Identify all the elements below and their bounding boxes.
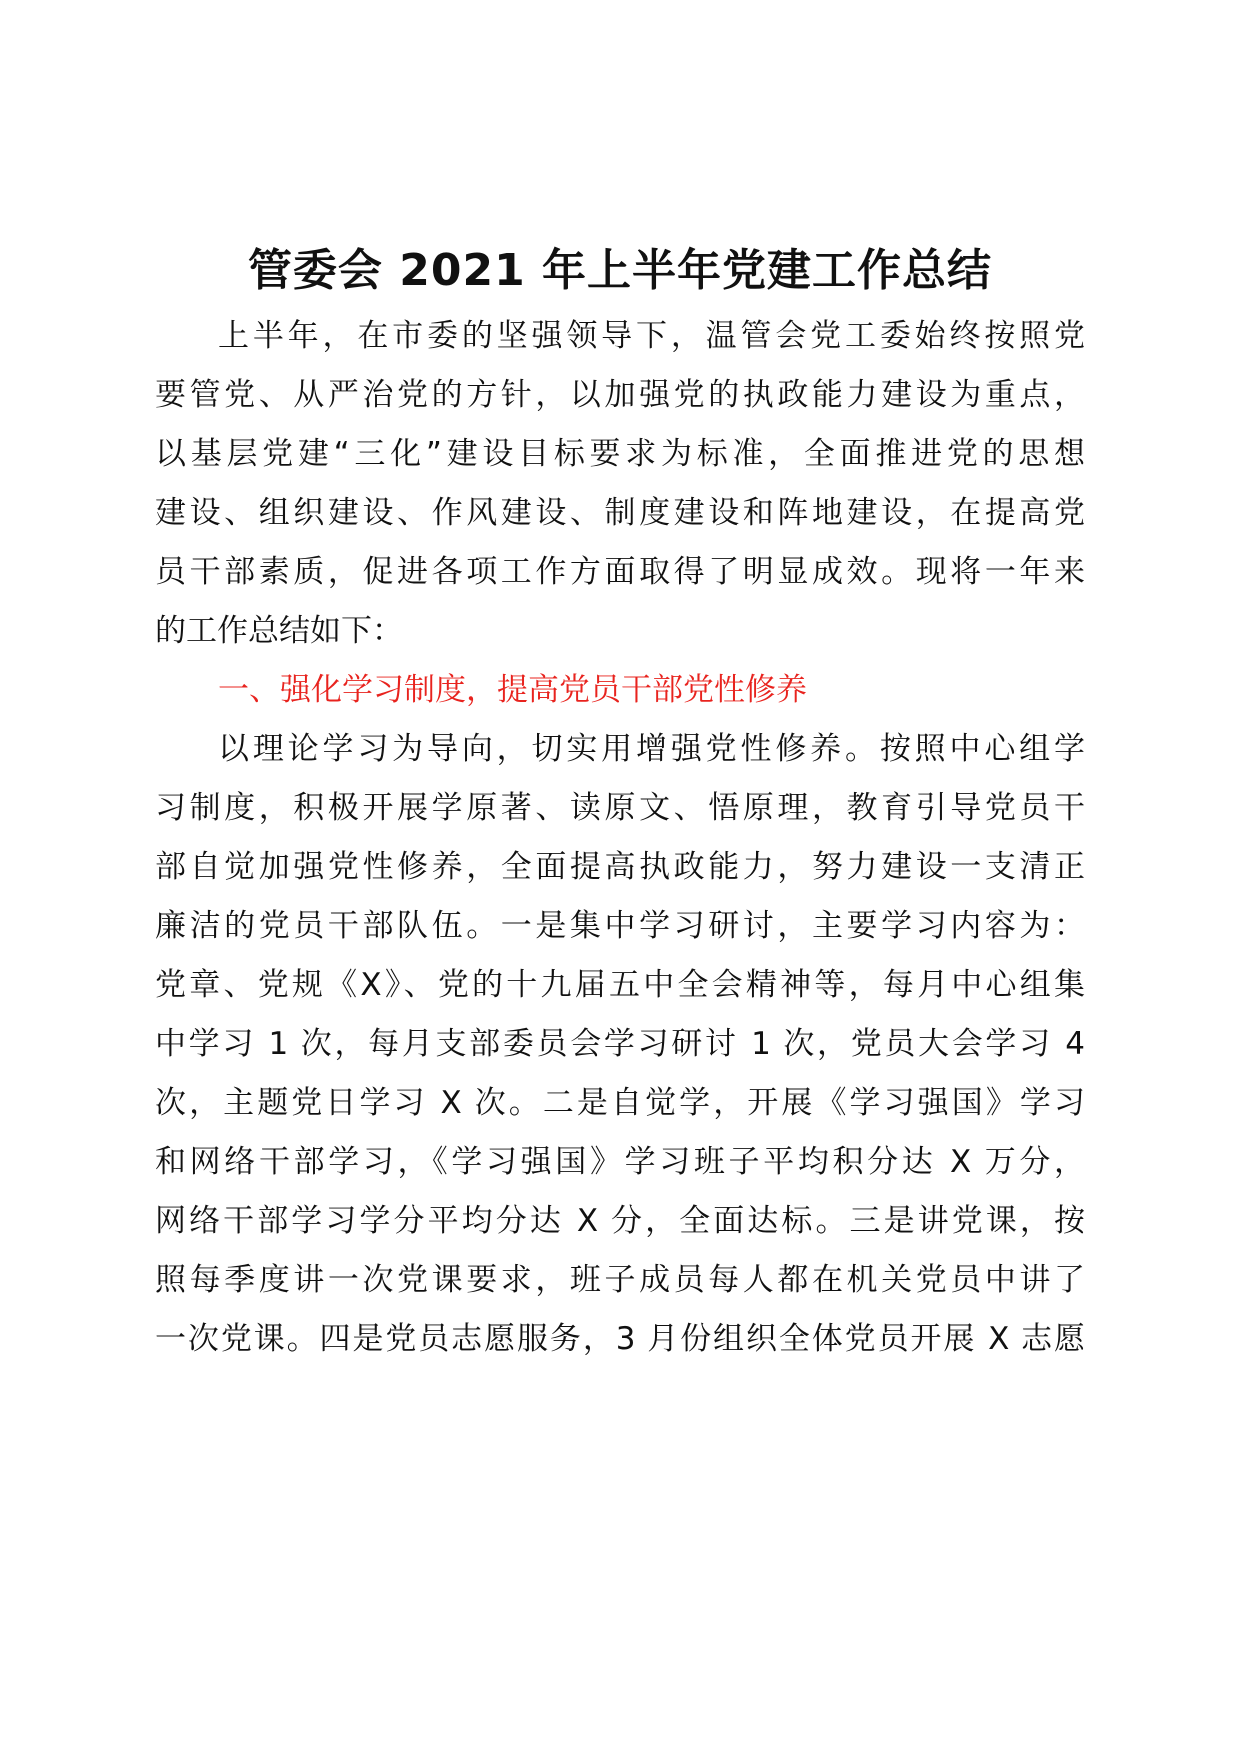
paragraph-2-line-1: 以理论学习为导向，切实用增强党性修养。按照中心组学 (218, 731, 1085, 767)
document-title: 管委会 2021 年上半年党建工作总结 (247, 245, 993, 296)
paragraph-1-line-6: 的工作总结如下： (155, 613, 403, 649)
paragraph-1-line-4: 建设、组织建设、作风建设、制度建设和阵地建设，在提高党 (155, 495, 1085, 531)
paragraph-2-line-7: 次，主题党日学习 X 次。二是自觉学，开展《学习强国》学习 (155, 1085, 1085, 1121)
paragraph-2-line-10: 照每季度讲一次党课要求，班子成员每人都在机关党员中讲了 (155, 1262, 1085, 1298)
paragraph-2-line-2: 习制度，积极开展学原著、读原文、悟原理，教育引导党员干 (155, 790, 1085, 826)
paragraph-1-line-1: 上半年，在市委的坚强领导下，温管会党工委始终按照党 (218, 318, 1085, 354)
paragraph-1-line-2: 要管党、从严治党的方针，以加强党的执政能力建设为重点， (155, 377, 1085, 413)
paragraph-1-line-3: 以基层党建“三化”建设目标要求为标准，全面推进党的思想 (155, 436, 1085, 472)
paragraph-2-line-5: 党章、党规《X》、党的十九届五中全会精神等，每月中心组集 (155, 967, 1085, 1003)
paragraph-2-line-3: 部自觉加强党性修养，全面提高执政能力，努力建设一支清正 (155, 849, 1085, 885)
paragraph-2-line-11: 一次党课。四是党员志愿服务，3 月份组织全体党员开展 X 志愿 (155, 1321, 1085, 1357)
section-1-heading: 一、强化学习制度，提高党员干部党性修养 (218, 672, 807, 708)
paragraph-2-line-6: 中学习 1 次，每月支部委员会学习研讨 1 次，党员大会学习 4 (155, 1026, 1085, 1062)
paragraph-2-line-8: 和网络干部学习，《学习强国》学习班子平均积分达 X 万分， (155, 1144, 1085, 1180)
paragraph-1-line-5: 员干部素质，促进各项工作方面取得了明显成效。现将一年来 (155, 554, 1085, 590)
paragraph-2-line-9: 网络干部学习学分平均分达 X 分，全面达标。三是讲党课，按 (155, 1203, 1085, 1239)
paragraph-2-line-4: 廉洁的党员干部队伍。一是集中学习研讨，主要学习内容为： (155, 908, 1085, 944)
